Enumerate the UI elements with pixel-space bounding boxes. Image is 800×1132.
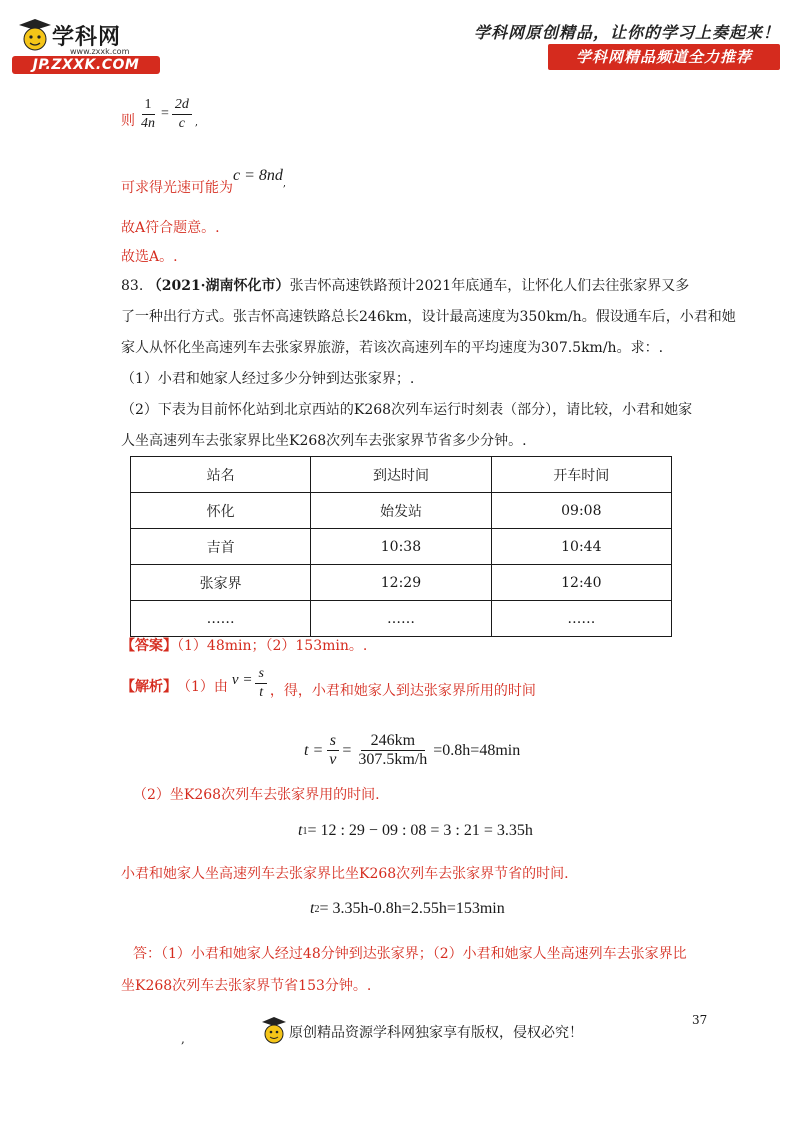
fraction-1-over-4n: $\frac{1}{4n}$: [141, 97, 155, 131]
site-logo: [12, 18, 162, 74]
time-equation-2: t 1 = 12 : 29 − 09 : 08 = 3 : 21 = 3.35h: [298, 822, 533, 839]
problem-line-3: 家人从怀化坐高速列车去张家界旅游，若该次高速列车的平均速度为307.5km/h。求：.: [121, 340, 664, 356]
col-arrival: 到达时间: [311, 457, 491, 493]
question-1: （1）小君和她家人经过多少分钟到达张家界；.: [121, 371, 415, 387]
time-equation-1: t = $\frac{s}{v}$ = $\frac{246km}{307.5km/h}$ =0.8h=48min: [304, 732, 521, 768]
analysis-label: 【解析】: [121, 679, 177, 695]
speed-formula: c = 8nd: [233, 167, 283, 184]
col-station: 站名: [131, 457, 311, 493]
choose-a: 故选A。.: [121, 249, 178, 265]
conclusion-line-2: 坐K268次列车去张家界节省153分钟。.: [121, 978, 372, 994]
table-row: …… …… ……: [131, 601, 672, 637]
fraction-2d-over-c: $\frac{2d}{c}$: [172, 96, 192, 133]
answer-line: 【答案】（1）48min；（2）153min。.: [121, 638, 368, 654]
time-equation-3: t 2 = 3.35h-0.8h=2.55h=153min: [310, 900, 505, 917]
mascot-icon: [18, 18, 52, 58]
header-slogan: 学科网原创精品，让你的学习上奏起来！: [473, 23, 780, 42]
problem-source: （2021·湖南怀化市）: [147, 278, 290, 294]
footer-mark: ,: [181, 1032, 185, 1046]
answer-label: 【答案】: [121, 638, 177, 654]
table-row: 怀化 始发站 09:08: [131, 493, 672, 529]
light-speed-line: 可求得光速可能为 c = 8nd ,: [121, 167, 287, 196]
ratio-equation: 则 $\frac{1}{4n}$ = $\frac{2d}{c}$ ,: [121, 97, 199, 131]
problem-line-2: 了一种出行方式。张吉怀高速铁路总长246km，设计最高速度为350km/h。假设通车后，小君和她: [121, 309, 736, 325]
page-number: 37: [692, 1013, 708, 1027]
logo-title: 学科网: [52, 25, 122, 50]
analysis-part-2: （2）坐K268次列车去张家界用的时间.: [133, 787, 380, 803]
mascot-icon: [261, 1016, 287, 1048]
logo-url: www.zxxk.com: [70, 47, 130, 56]
problem-line-1: 83. （2021·湖南怀化市）张吉怀高速铁路预计2021年底通车，让怀化人们去往张家界又多: [121, 278, 690, 294]
col-departure: 开车时间: [491, 457, 671, 493]
conclusion-line-1: 答：（1）小君和她家人经过48分钟到达张家界；（2）小君和她家人坐高速列车去张家界比: [133, 946, 687, 962]
table-row: 吉首 10:38 10:44: [131, 529, 672, 565]
timetable: [130, 456, 672, 637]
table-row: 张家界 12:29 12:40: [131, 565, 672, 601]
question-2-line-1: （2）下表为目前怀化站到北京西站的K268次列车运行时刻表（部分），请比较，小君和她家: [121, 402, 693, 418]
header-band: 学科网精品频道全力推荐: [548, 44, 780, 70]
conclusion-a: 故A符合题意。.: [121, 220, 220, 236]
saved-time-line: 小君和她家人坐高速列车去张家界比坐K268次列车去张家界节省的时间.: [121, 866, 569, 882]
table-header-row: [131, 457, 672, 493]
problem-number: 83.: [121, 278, 144, 294]
question-2-line-2: 人坐高速列车去张家界比坐K268次列车去张家界节省多少分钟。.: [121, 433, 527, 449]
footer-copyright: 原创精品资源学科网独家享有版权，侵权必究！: [289, 1025, 583, 1041]
logo-domain-bar: JP.ZXXK.COM: [12, 56, 160, 74]
fraction-s-over-t: $\frac{s}{t}$: [255, 665, 266, 702]
analysis-line-1: 【解析】 （1）由 v = $\frac{s}{t}$ ，得，小君和她家人到达张家界所用的时间: [121, 665, 536, 700]
